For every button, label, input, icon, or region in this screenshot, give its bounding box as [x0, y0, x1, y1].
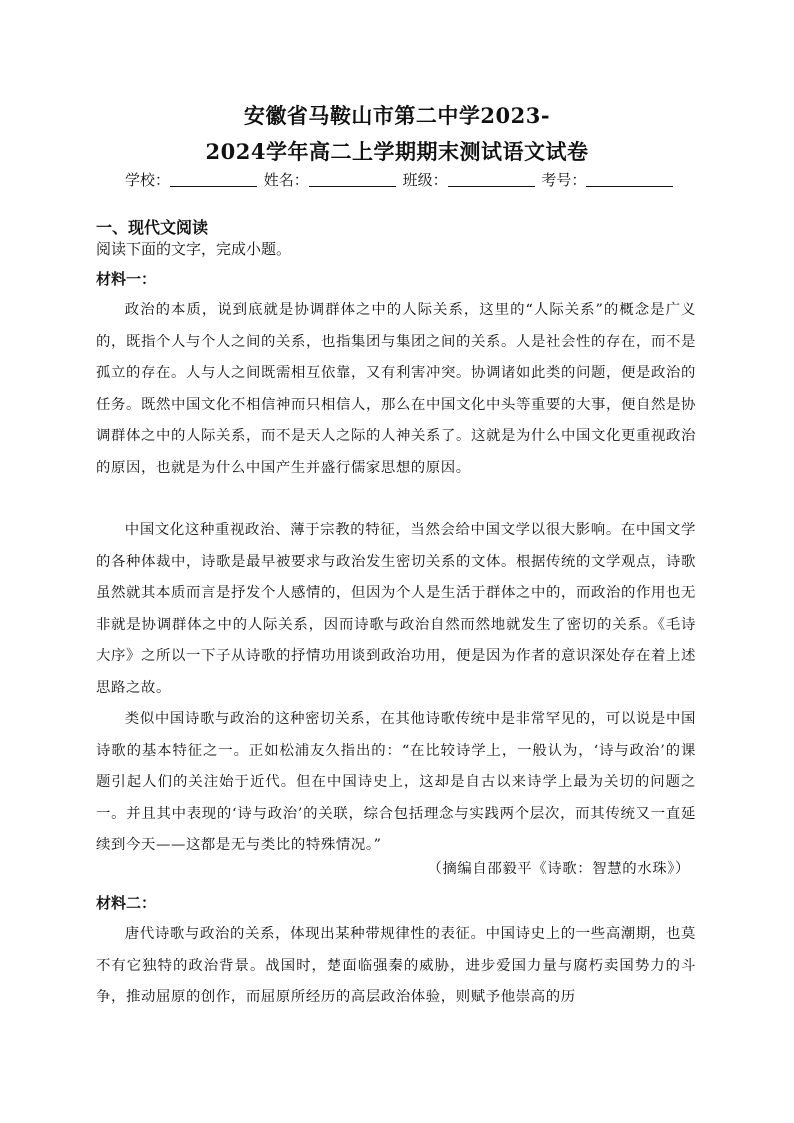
- student-info-fields: [125, 169, 685, 190]
- exam-title-line1: 安徽省马鞍山市第二中学2023-: [243, 103, 551, 128]
- material1-paragraph-3: 类似中国诗歌与政治的这种密切关系，在其他诗歌传统中是非常罕见的，可以说是中国诗歌的基本特征之一。正如松浦友久指出的：“在比较诗学上，一般认为，‘诗与政治’的课题引起人们的关注始于近代。但在中国诗史上，这却是自古以来诗学上最为关切的问题之一。并且其中表现的‘诗与政治’的关联，综合包括理念与实践两个层次，而其传统又一直延续到今天——这都是无与类比的特殊情况。”: [96, 711, 696, 853]
- name-blank[interactable]: [309, 172, 396, 187]
- material2-paragraph-1: 唐代诗歌与政治的关系，体现出某种带规律性的表征。中国诗史上的一些高潮期，也莫不有它独特的政治背景。战国时，楚面临强秦的威胁，进步爱国力量与腐朽卖国势力的斗争，推动屈原的创作，而屈原所经历的高层政治体验，则赋予他崇高的历: [96, 926, 696, 1005]
- exam-title-line2: 2024学年高二上学期期末测试语文试卷: [205, 139, 589, 164]
- exam-number-label: 考号：: [541, 171, 587, 189]
- exam-number-blank[interactable]: [586, 172, 673, 187]
- material1-source: （摘编自邵毅平《诗歌：智慧的水珠》）: [427, 861, 690, 877]
- school-blank[interactable]: [170, 172, 257, 187]
- section-instruction: 阅读下面的文字，完成小题。: [96, 240, 292, 258]
- material2-label: 材料二：: [96, 894, 157, 912]
- material1-paragraph-1: 政治的本质，说到底就是协调群体之中的人际关系，这里的“人际关系”的概念是广义的，既指个人与个人之间的关系，也指集团与集团之间的关系。人是社会性的存在，而不是孤立的存在。人与人之间既需相互依靠，又有利害冲突。协调诸如此类的问题，便是政治的任务。既然中国文化不相信神而只相信人，那么在中国文化中头等重要的大事，便自然是协调群体之中的人际关系，而不是天人之际的人神关系了。这就是为什么中国文化更重视政治的原因，也就是为什么中国产生并盛行儒家思想的原因。: [96, 302, 696, 476]
- class-blank[interactable]: [448, 172, 535, 187]
- section-heading: 一、现代文阅读: [96, 218, 209, 237]
- class-label: 班级：: [402, 171, 448, 189]
- material1-paragraph-2: 中国文化这种重视政治、薄于宗教的特征，当然会给中国文学以很大影响。在中国文学的各种体裁中，诗歌是最早被要求与政治发生密切关系的文体。根据传统的文学观点，诗歌虽然就其本质而言是抒发个人感情的，但因为个人是生活于群体之中的，而政治的作用也无非就是协调群体之中的人际关系，因而诗歌与政治自然而然地就发生了密切的关系。《毛诗大序》之所以一下子从诗歌的抒情功用谈到政治功用，便是因为作者的意识深处存在着上述思路之故。: [96, 522, 696, 696]
- school-label: 学校：: [125, 171, 171, 189]
- material1-label: 材料一：: [96, 270, 157, 288]
- name-label: 姓名：: [263, 171, 309, 189]
